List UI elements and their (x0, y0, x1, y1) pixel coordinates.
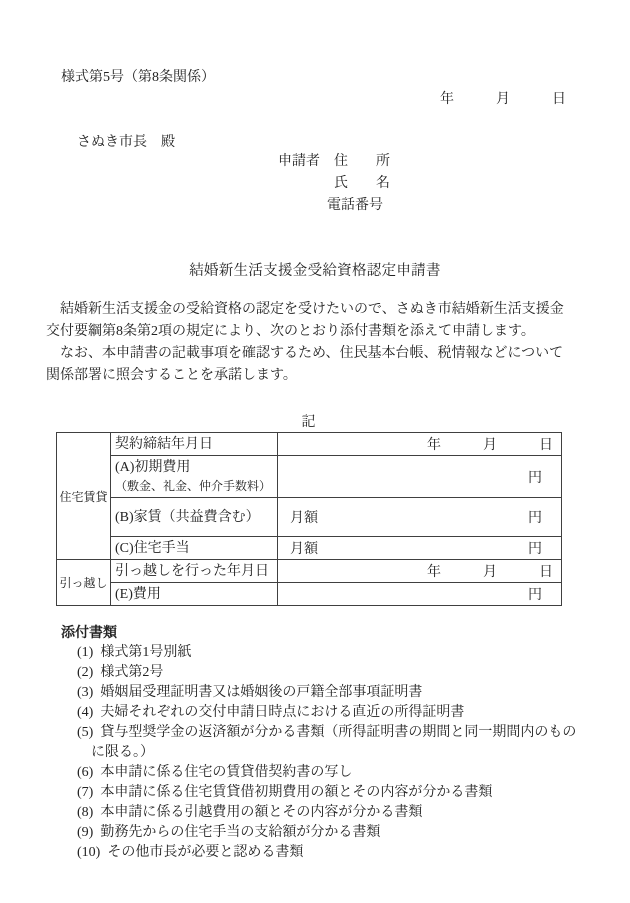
body-line: 交付要綱第8条第2項の規定により、次のとおり添付書類を添えて申請します。 (46, 324, 535, 339)
group-label-moving: 引っ越し (57, 560, 111, 606)
attachment-item-text: 勤務先からの住宅手当の支給額が分かる書類 (100, 825, 381, 840)
moving-cost-value-cell (278, 583, 562, 606)
initial-cost-label (111, 456, 278, 498)
attachment-item-text: 貸与型奨学金の返済額が分かる書類（所得証明書の期間と同一期間内のものに限る。） (91, 725, 577, 760)
initial-cost-label-sub: （敷金、礼金、仲介手数料） (115, 478, 272, 493)
attachment-item-text: 夫婦それぞれの交付申請日時点における直近の所得証明書 (100, 705, 465, 720)
applicant-phone-line: 電話番号 (327, 198, 383, 213)
attachments-heading: 添付書類 (61, 624, 117, 640)
attachment-item-text: 本申請に係る住宅賃貸借初期費用の額とその内容が分かる書類 (100, 785, 493, 800)
applicant-address-line: 申請者 住 所 (278, 154, 390, 169)
contract-date-label: 契約締結年月日 (111, 433, 278, 456)
yen-unit-label: 円 (528, 511, 542, 526)
application-table (56, 432, 562, 606)
group-label-housing-rental: 住宅賃貸 (57, 433, 111, 560)
initial-cost-label-main: (A)初期費用 (115, 459, 191, 475)
attachment-item (77, 663, 587, 683)
housing-allowance-value-cell (278, 537, 562, 560)
ki-heading: 記 (301, 415, 316, 430)
attachment-item-text: その他市長が必要と認める書類 (107, 845, 304, 860)
attachment-item-marker: (7) (77, 785, 94, 800)
date-blank-line: 年 月 日 (440, 92, 566, 107)
yen-unit-label: 円 (528, 542, 542, 557)
moving-date-label: 引っ越しを行った年月日 (111, 560, 278, 583)
attachment-item-marker: (1) (77, 645, 94, 660)
yen-unit-label: 円 (528, 470, 542, 486)
attachment-item-text: 本申請に係る引越費用の額とその内容が分かる書類 (100, 805, 423, 820)
attachment-item-marker: (8) (77, 805, 94, 820)
attachment-item-marker: (5) (77, 725, 94, 740)
attachments-list (77, 643, 587, 863)
moving-cost-label: (E)費用 (111, 583, 278, 606)
attachment-item (77, 843, 587, 863)
yen-unit-label: 円 (528, 588, 542, 603)
attachment-item-marker: (6) (77, 765, 94, 780)
attachment-item (77, 823, 587, 843)
initial-cost-value-cell (278, 456, 562, 498)
addressee-line: さぬき市長 殿 (77, 135, 175, 150)
attachment-item-marker: (9) (77, 825, 94, 840)
document-title: 結婚新生活支援金受給資格認定申請書 (189, 263, 441, 279)
attachment-item-text: 様式第1号別紙 (100, 645, 192, 660)
body-line: 結婚新生活支援金の受給資格の認定を受けたいので、さぬき市結婚新生活支援金 (46, 302, 564, 317)
attachment-item-marker: (4) (77, 705, 94, 720)
applicant-name-line: 氏 名 (334, 176, 390, 191)
attachment-item (77, 703, 587, 723)
moving-date-blank-cell: 年 月 日 (278, 560, 562, 583)
attachment-item-marker: (10) (77, 845, 101, 860)
contract-date-blank-cell: 年 月 日 (278, 433, 562, 456)
body-line: なお、本申請書の記載事項を確認するため、住民基本台帳、税情報などについて (46, 346, 564, 361)
attachment-item (77, 763, 587, 783)
body-paragraph (46, 299, 564, 387)
monthly-amount-label: 月額 (290, 542, 318, 557)
rent-value-cell (278, 498, 562, 537)
rent-label: (B)家賃（共益費含む） (111, 498, 278, 537)
attachment-item (77, 643, 587, 663)
housing-allowance-label: (C)住宅手当 (111, 537, 278, 560)
attachment-item-text: 様式第2号 (100, 665, 164, 680)
attachment-item-text: 婚姻届受理証明書又は婚姻後の戸籍全部事項証明書 (100, 685, 423, 700)
body-line: 関係部署に照会することを承諾します。 (46, 368, 297, 383)
attachment-item-marker: (3) (77, 685, 94, 700)
attachment-item (77, 783, 587, 803)
attachment-item (77, 683, 587, 703)
applicant-block (278, 151, 390, 217)
attachment-item-text: 本申請に係る住宅の賃貸借契約書の写し (100, 765, 353, 780)
attachment-item (77, 723, 587, 763)
monthly-amount-label: 月額 (290, 511, 318, 526)
attachment-item-marker: (2) (77, 665, 94, 680)
form-number: 様式第5号（第8条関係） (61, 70, 215, 85)
attachment-item (77, 803, 587, 823)
